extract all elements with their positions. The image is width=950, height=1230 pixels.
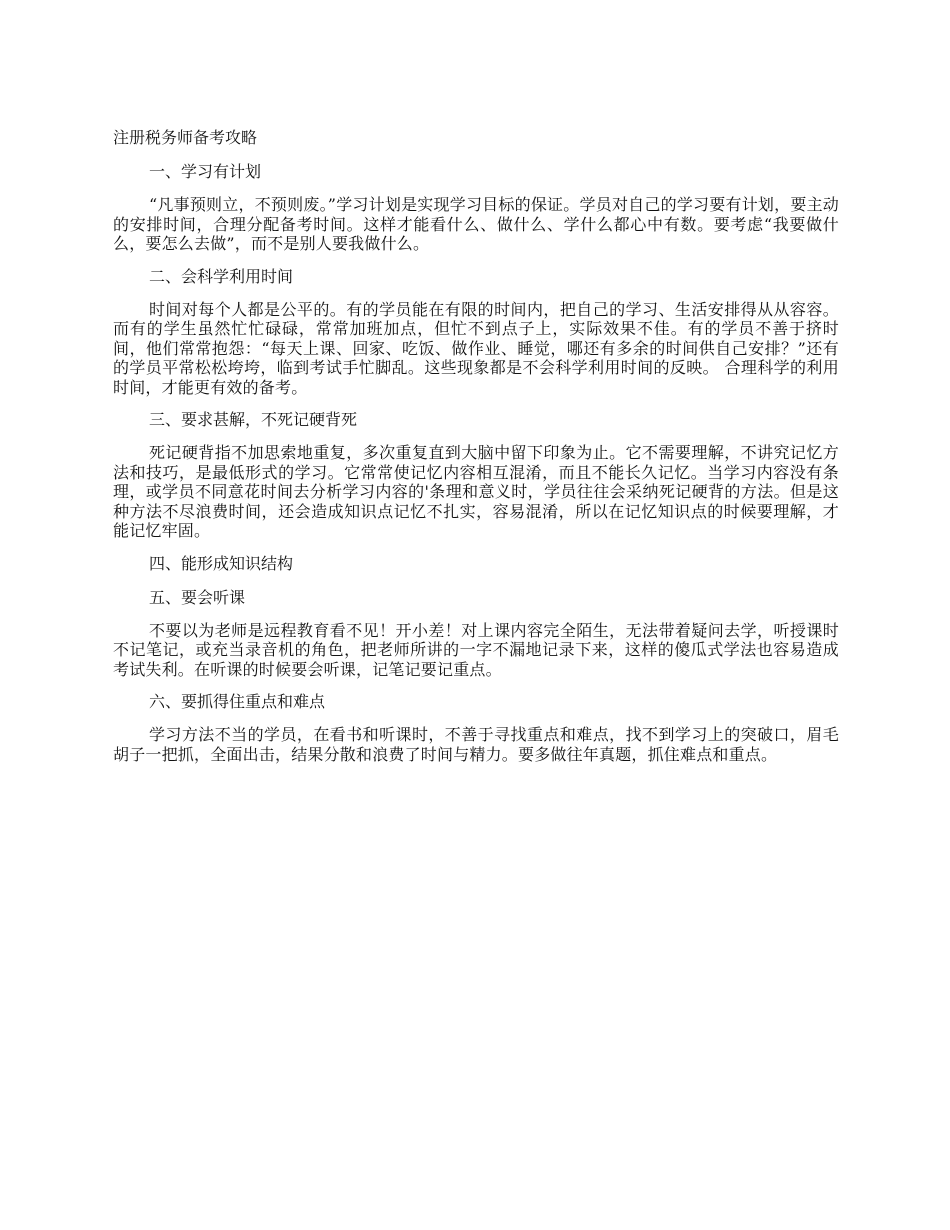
section-heading-6: 六、要抓得住重点和难点: [149, 692, 326, 711]
section-paragraph-1: “凡事预则立，不预则废。”学习计划是实现学习目标的保证。学员对自己的学习要有计划，要主动的安排时间，合理分配备考时间。这样才能看什么、做什么、学什么都心中有数。要考虑“我要做什么，要怎么去做”，而不是别人要我做什么。: [113, 195, 839, 253]
document-title: 注册税务师备考攻略: [113, 128, 258, 147]
section-heading-1: 一、学习有计划: [149, 162, 262, 181]
section-paragraph-3: 死记硬背指不加思索地重复，多次重复直到大脑中留下印象为止。它不需要理解，不讲究记忆方法和技巧，是最低形式的学习。它常常使记忆内容相互混淆，而且不能长久记忆。当学习内容没有条理，或学员不同意花时间去分析学习内容的'条理和意义时，学员往往会采纳死记硬背的方法。但是这种方法不尽浪费时间，还会造成知识点记忆不扎实，容易混淆，所以在记忆知识点的时候要理解，才能记忆牢固。: [113, 443, 839, 540]
section-paragraph-2: 时间对每个人都是公平的。有的学员能在有限的时间内，把自己的学习、生活安排得从从容容。而有的学生虽然忙忙碌碌，常常加班加点，但忙不到点子上，实际效果不佳。有的学员不善于挤时间，他们常常抱怨：“每天上课、回家、吃饭、做作业、睡觉，哪还有多余的时间供自己安排？”还有的学员平常松松垮垮，临到考试手忙脚乱。这些现象都是不会科学利用时间的反映。 合理科学的利用时间，才能更有效的备考。: [113, 299, 839, 397]
section-paragraph-6: 学习方法不当的学员，在看书和听课时，不善于寻找重点和难点，找不到学习上的突破口，眉毛胡子一把抓，全面出击，结果分散和浪费了时间与精力。要多做往年真题，抓住难点和重点。: [113, 725, 839, 764]
section-heading-2: 二、会科学利用时间: [149, 266, 294, 286]
section-paragraph-5: 不要以为老师是远程教育看不见！开小差！对上课内容完全陌生，无法带着疑问去学，听授课时不记笔记，或充当录音机的角色，把老师所讲的一字不漏地记录下来，这样的傻瓜式学法也容易造成考试失利。在听课的时候要会听课，记笔记要记重点。: [113, 620, 839, 679]
document-page: [113, 127, 839, 776]
section-heading-5: 五、要会听课: [149, 587, 246, 607]
section-heading-4: 四、能形成知识结构: [149, 553, 294, 573]
section-heading-3: 三、要求甚解，不死记硬背死: [149, 410, 358, 429]
